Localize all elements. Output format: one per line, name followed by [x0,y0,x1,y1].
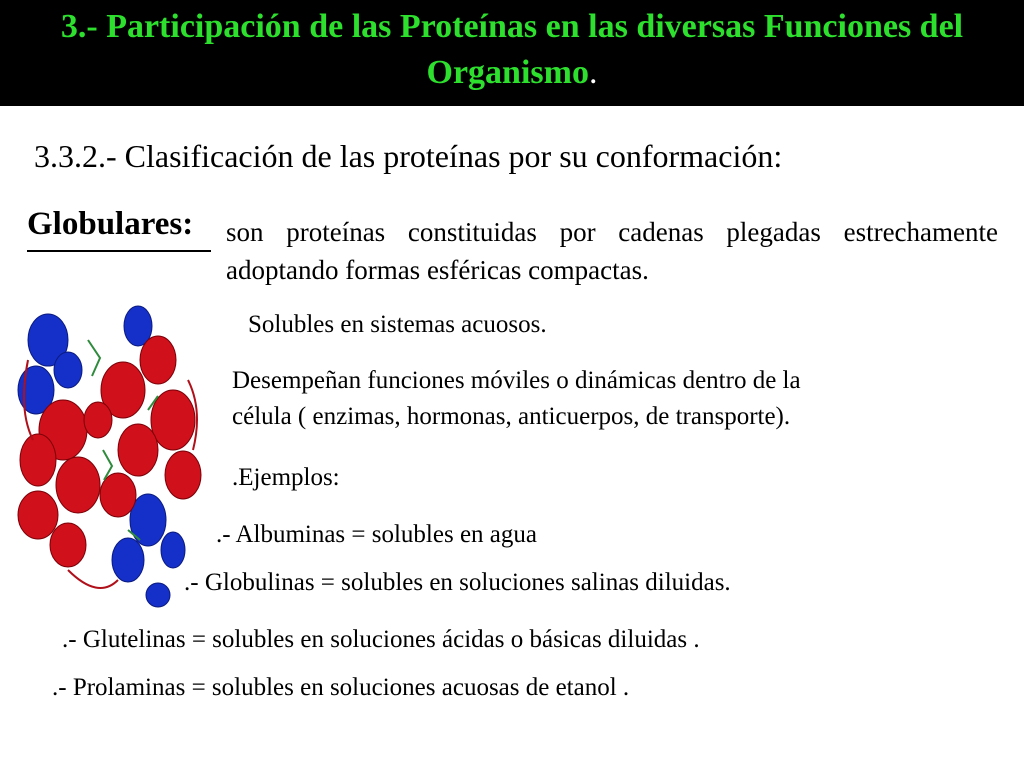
example-globulinas: .- Globulinas = solubles en soluciones salinas diluidas. [184,569,731,596]
point-ejemplos: .Ejemplos: [232,464,340,491]
globulares-heading: Globulares: [27,206,194,242]
point-funciones-line2: célula ( enzimas, hormonas, anticuerpos, de transporte). [232,403,791,430]
slide-title [20,4,1004,96]
slide-header [0,0,1024,106]
slide-title-text: 3.- Participación de las Proteínas en las diversas Funciones del Organismo [60,8,964,91]
globulares-underline [27,250,211,252]
section-subtitle: 3.3.2.- Clasificación de las proteínas por su conformación: [34,138,783,174]
example-albuminas: .- Albuminas = solubles en agua [216,521,537,548]
point-solubles: Solubles en sistemas acuosos. [248,311,547,338]
example-prolaminas: .- Prolaminas = solubles en soluciones acuosas de etanol . [52,674,630,701]
example-glutelinas: .- Glutelinas = solubles en soluciones ácidas o básicas diluidas . [62,626,700,653]
globulares-definition: son proteínas constituidas por cadenas plegadas estrechamente adoptando formas esféricas compactas. [226,217,998,285]
slide-title-period: . [588,54,598,91]
globular-protein-image [8,300,208,610]
point-funciones: Desempeñan funciones móviles o dinámicas dentro de la [232,367,801,394]
